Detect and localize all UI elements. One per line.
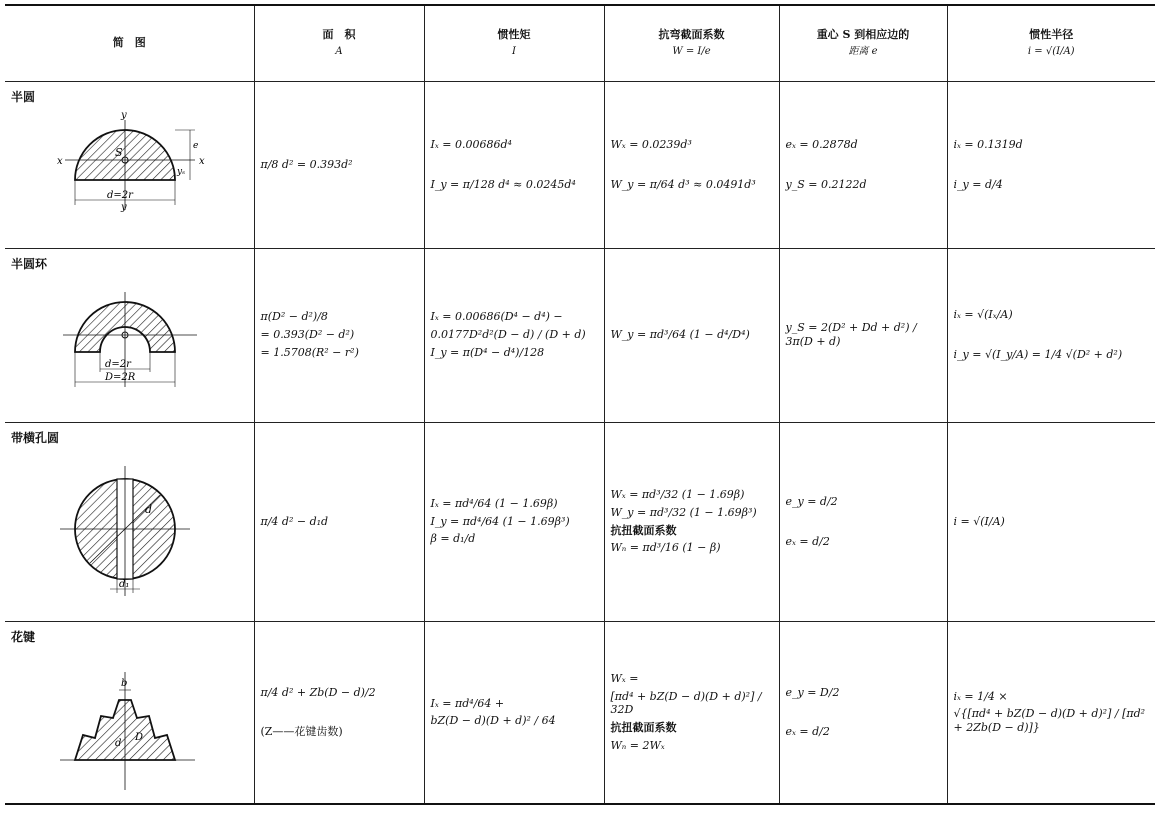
spline-diagram (35, 650, 225, 800)
radius-cell: iₓ = 1/4 × √{[πd⁴ + bZ(D − d)(D + d)²] / [πd² + 2Zb(D − d)]} (947, 621, 1155, 804)
sketch-cell (5, 81, 254, 248)
shape-name: 半圆 (11, 89, 36, 104)
row-semicircular-ring (5, 248, 1155, 422)
centroid-cell: y_S = 2(D² + Dd + d²) / 3π(D + d) (779, 248, 947, 422)
centroid-cell: e_y = d/2 eₓ = d/2 (779, 422, 947, 621)
header-radius: 惯性半径 i = √(I/A) (947, 5, 1155, 81)
inertia-cell: Iₓ = πd⁴/64 (1 − 1.69β) I_y = πd⁴/64 (1 − 1.69β³) β = d₁/d (424, 422, 604, 621)
svg-text:d: d (115, 737, 122, 749)
svg-text:d=2r: d=2r (105, 358, 131, 370)
svg-text:d: d (145, 502, 153, 516)
svg-text:d=2r: d=2r (107, 189, 133, 201)
header-modulus: 抗弯截面系数 W = I/e (604, 5, 779, 81)
inertia-cell: Iₓ = 0.00686(D⁴ − d⁴) − 0.0177D²d²(D − d) / (D + d) I_y = π(D⁴ − d⁴)/128 (424, 248, 604, 422)
radius-cell: iₓ = √(Iₓ/A) i_y = √(I_y/A) = 1/4 √(D² + d²) (947, 248, 1155, 422)
semicircle-diagram (35, 110, 225, 240)
svg-text:S: S (115, 145, 123, 159)
area-cell: π/8 d² = 0.393d² (254, 81, 424, 248)
centroid-cell: eₓ = 0.2878d y_S = 0.2122d (779, 81, 947, 248)
radius-cell: iₓ = 0.1319d i_y = d/4 (947, 81, 1155, 248)
row-semicircle (5, 81, 1155, 248)
area-cell: π/4 d² − d₁d (254, 422, 424, 621)
shape-name: 半圆环 (11, 256, 48, 271)
modulus-cell: Wₓ = 0.0239d³ W_y = π/64 d³ ≈ 0.0491d³ (604, 81, 779, 248)
svg-text:x: x (199, 155, 205, 167)
semicircular-ring-diagram (35, 277, 225, 417)
inertia-cell: Iₓ = πd⁴/64 + bZ(D − d)(D + d)² / 64 (424, 621, 604, 804)
area-cell: π/4 d² + Zb(D − d)/2 (Z——花键齿数) (254, 621, 424, 804)
header-area: 面 积 A (254, 5, 424, 81)
shape-name: 带横孔圆 (11, 430, 60, 445)
svg-text:D: D (135, 731, 144, 743)
svg-text:e: e (193, 140, 199, 151)
modulus-cell: Wₓ = πd³/32 (1 − 1.69β) W_y = πd³/32 (1 − 1.69β³) 抗扭截面系数 Wₙ = πd³/16 (1 − β) (604, 422, 779, 621)
svg-text:D=2R: D=2R (105, 371, 136, 383)
header-centroid: 重心 S 到相应边的 距离 e (779, 5, 947, 81)
section-properties-table (5, 4, 1155, 805)
header-row (5, 5, 1155, 81)
sketch-cell (5, 248, 254, 422)
area-cell: π(D² − d²)/8 = 0.393(D² − d²) = 1.5708(R² − r²) (254, 248, 424, 422)
svg-text:d₁: d₁ (119, 578, 130, 590)
modulus-cell: Wₓ = [πd⁴ + bZ(D − d)(D + d)²] / 32D 抗扭截面系数 Wₙ = 2Wₓ (604, 621, 779, 804)
modulus-cell: W_y = πd³/64 (1 − d⁴/D⁴) (604, 248, 779, 422)
shape-name: 花键 (11, 629, 36, 644)
inertia-cell: Iₓ = 0.00686d⁴ I_y = π/128 d⁴ ≈ 0.0245d⁴ (424, 81, 604, 248)
svg-text:y: y (121, 109, 127, 121)
svg-text:b: b (121, 677, 128, 689)
row-spline (5, 621, 1155, 804)
circle-with-hole-diagram (35, 451, 225, 611)
header-sketch: 简 图 (5, 5, 254, 81)
radius-cell: i = √(I/A) (947, 422, 1155, 621)
svg-text:x: x (57, 155, 63, 167)
header-inertia: 惯性矩 I (424, 5, 604, 81)
svg-text:yₛ: yₛ (177, 166, 186, 177)
row-circle-with-cross-hole (5, 422, 1155, 621)
sketch-cell (5, 422, 254, 621)
sketch-cell (5, 621, 254, 804)
centroid-cell: e_y = D/2 eₓ = d/2 (779, 621, 947, 804)
svg-text:y: y (121, 201, 127, 213)
